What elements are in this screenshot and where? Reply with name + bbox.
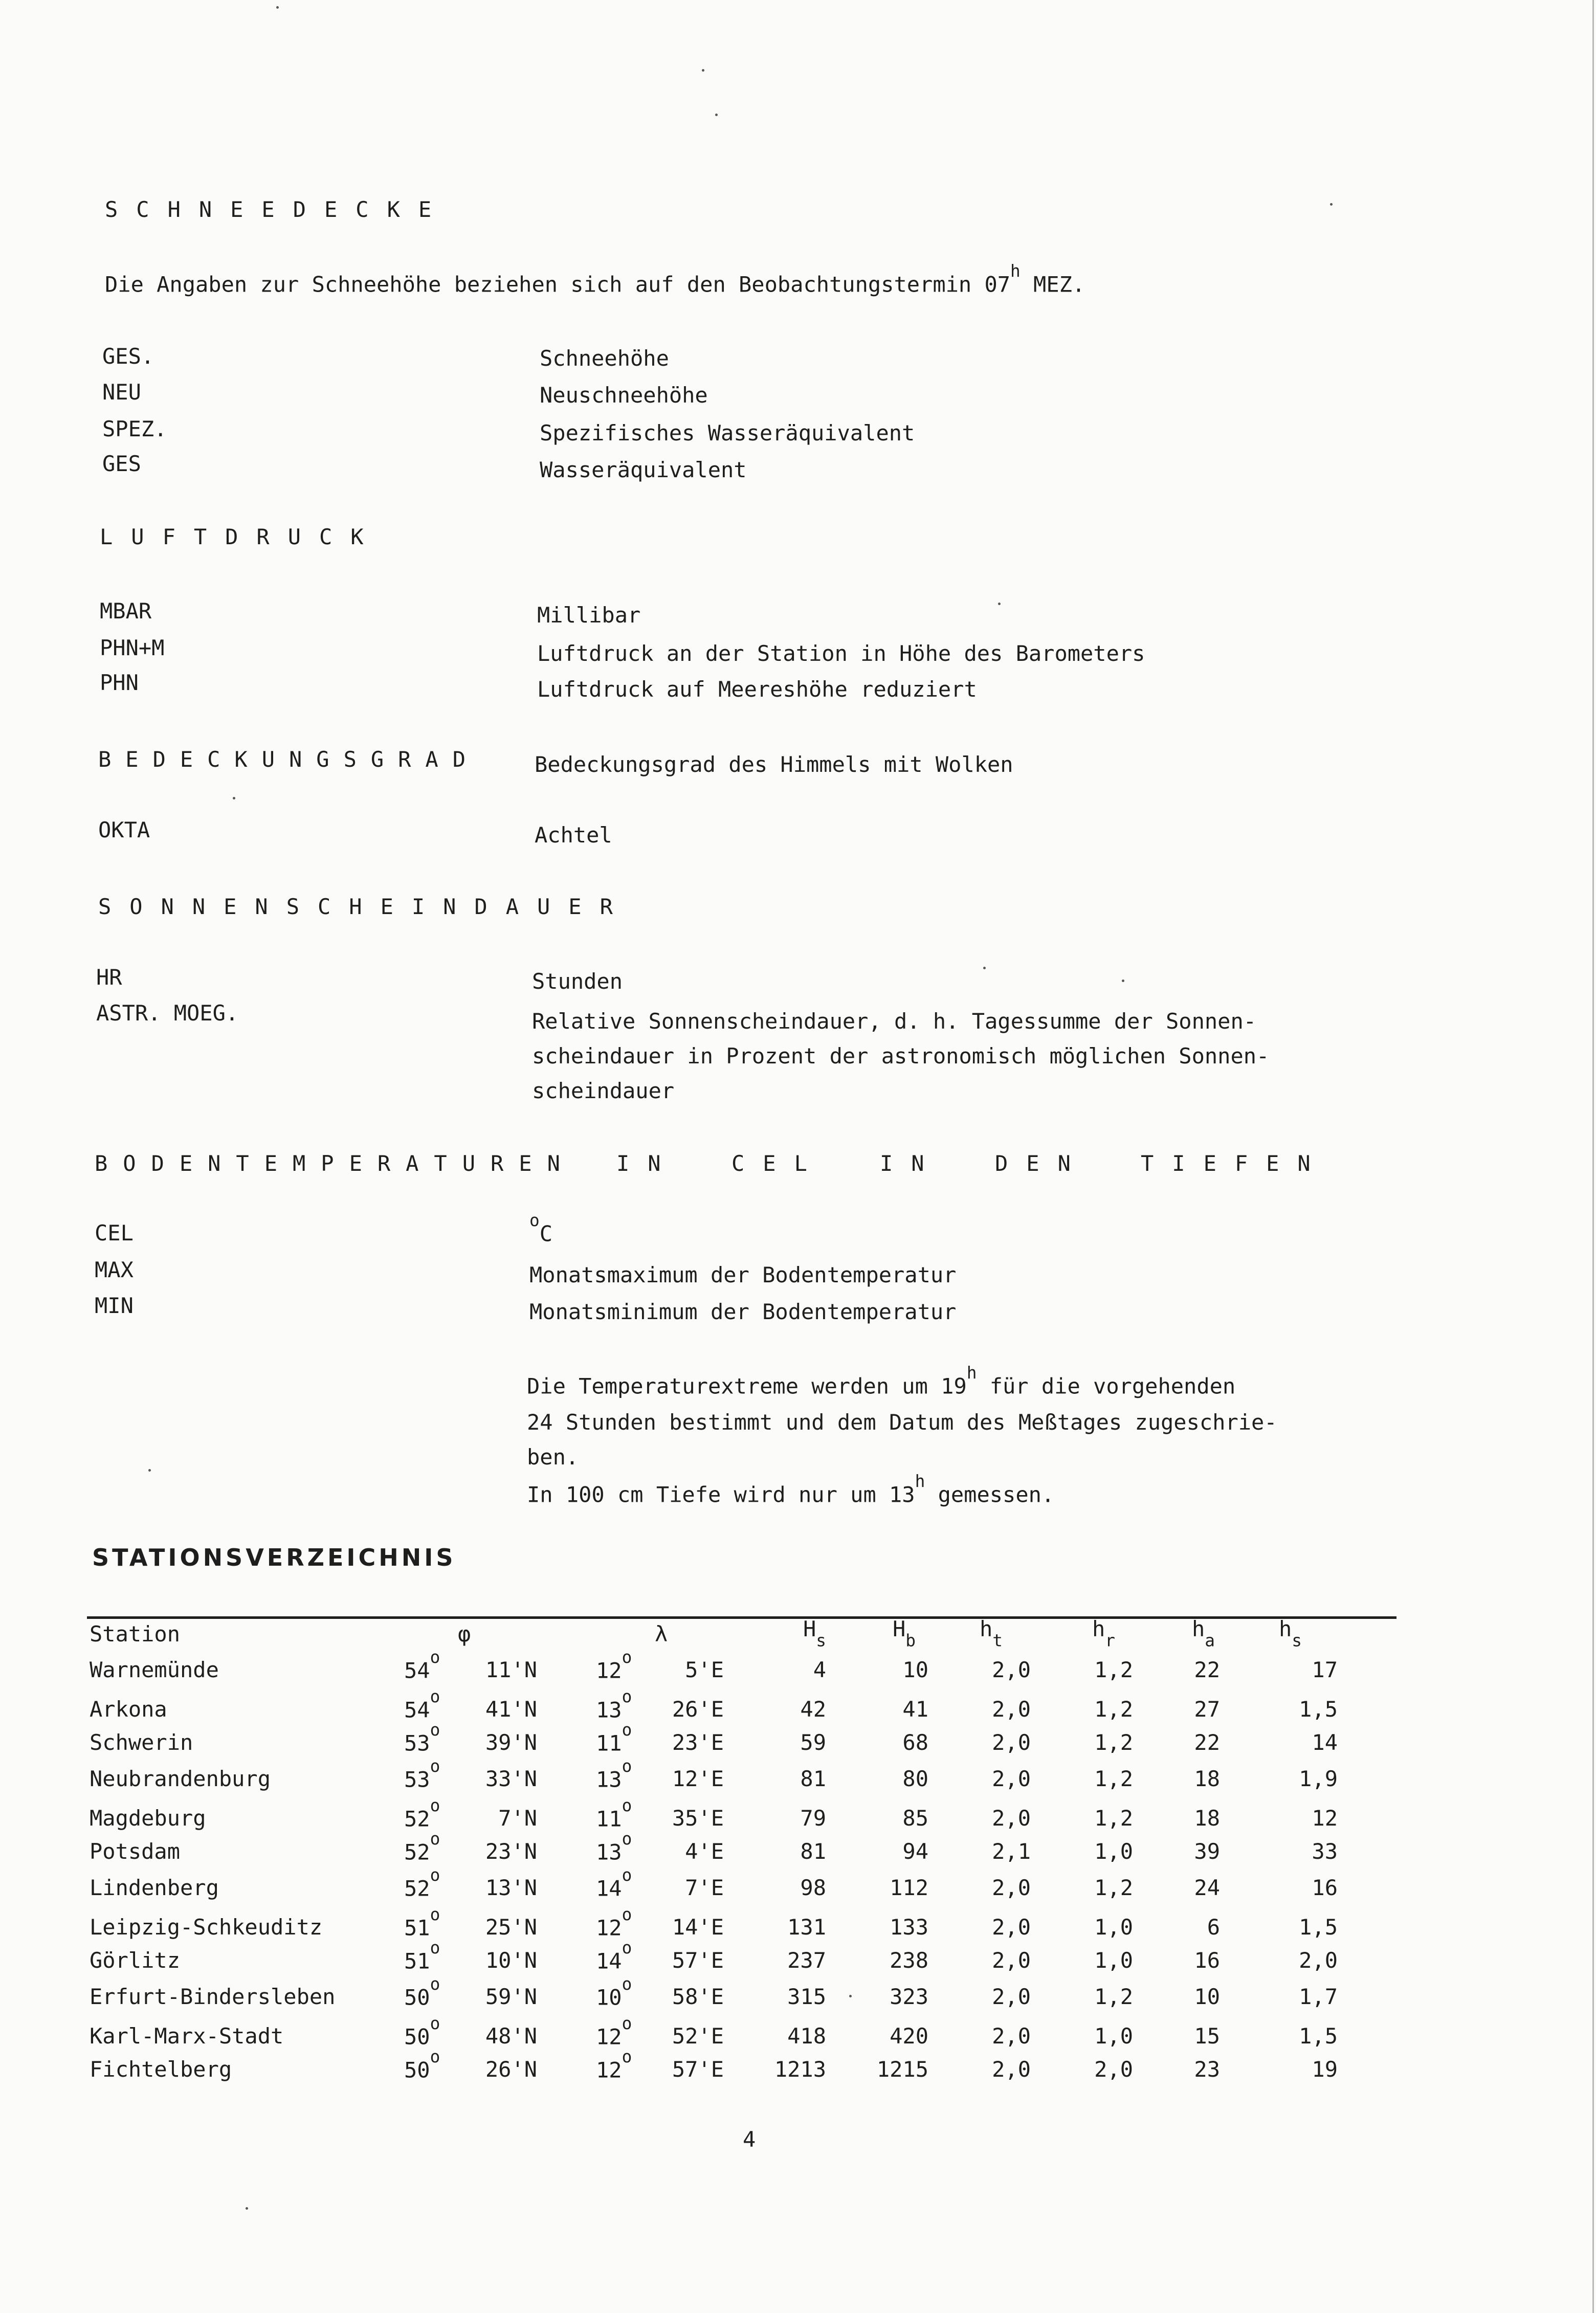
- degree-sign: o: [622, 1648, 632, 1667]
- col-header-station: Station: [90, 1621, 181, 1647]
- cell-hs: 17: [1312, 1657, 1338, 1682]
- cell-ha: 27: [1194, 1697, 1220, 1722]
- snow-desc-spez: Spezifisches Wasseräquivalent: [540, 420, 915, 446]
- cell-Hs: 79: [800, 1806, 826, 1831]
- lon-deg: 12$^o$: [596, 1648, 632, 1683]
- cell-Hs: 418: [787, 2023, 826, 2049]
- lon-min: 7'E: [685, 1875, 724, 1900]
- degree-sign: o: [430, 1720, 440, 1740]
- station-name: Leipzig-Schkeuditz: [90, 1915, 323, 1940]
- sunshine-desc-line-2: scheindauer in Prozent der astronomisch möglichen Sonnen-: [532, 1043, 1270, 1069]
- sunshine-abbr-hr: HR: [96, 965, 122, 990]
- pressure-desc-phnm: Luftdruck an der Station in Höhe des Barometers: [537, 641, 1145, 666]
- cell-ha: 24: [1194, 1875, 1220, 1900]
- degree-sign: o: [430, 2014, 440, 2033]
- soil-note-line-2: 24 Stunden bestimmt und dem Datum des Meßtages zugeschrie-: [527, 1410, 1277, 1435]
- lon-min: 23'E: [672, 1730, 724, 1755]
- cell-hs: 1,5: [1299, 2023, 1338, 2049]
- lon-deg: 12$^o$: [596, 1905, 632, 1941]
- cell-hr: 1,2: [1094, 1730, 1133, 1755]
- station-name: Lindenberg: [90, 1875, 219, 1900]
- degree-sign: o: [430, 1687, 440, 1706]
- lat-deg: 52$^o$: [404, 1865, 440, 1901]
- lon-min: 26'E: [672, 1697, 724, 1722]
- cell-ht: 2,0: [992, 1948, 1031, 1973]
- snow-abbr-ges: GES: [102, 451, 141, 476]
- lat-min: 25'N: [485, 1915, 537, 1940]
- soil-abbr-max: MAX: [95, 1257, 134, 1282]
- lon-min: 57'E: [672, 1948, 724, 1973]
- scan-speck: [1122, 980, 1124, 982]
- cell-hr: 1,2: [1094, 1657, 1133, 1682]
- lat-deg: 50$^o$: [404, 2047, 440, 2083]
- station-name: Magdeburg: [90, 1806, 206, 1831]
- cell-Hb: 94: [902, 1839, 928, 1864]
- station-name: Potsdam: [90, 1839, 181, 1864]
- lat-deg: 52$^o$: [404, 1796, 440, 1832]
- station-name: Görlitz: [90, 1948, 181, 1973]
- lat-min: 23'N: [485, 1839, 537, 1864]
- lon-deg: 13$^o$: [596, 1756, 632, 1792]
- scan-speck: [276, 6, 279, 9]
- cell-ht: 2,0: [992, 2057, 1031, 2082]
- pressure-abbr-phnm: PHN+M: [100, 635, 165, 660]
- cell-ht: 2,0: [992, 1766, 1031, 1791]
- snow-abbr-spez: SPEZ.: [102, 416, 167, 441]
- cell-ha: 18: [1194, 1806, 1220, 1831]
- col-header-Hb: $H_b$: [893, 1616, 916, 1651]
- cell-Hb: 80: [902, 1766, 928, 1791]
- lon-deg: 12$^o$: [596, 2014, 632, 2050]
- cell-Hb: 68: [902, 1730, 928, 1755]
- cell-ht: 2,0: [992, 2023, 1031, 2049]
- cell-ht: 2,0: [992, 1657, 1031, 1682]
- snow-abbr-ges-dot: GES.: [102, 344, 154, 369]
- soil-heading-word-6: TIEFEN: [1141, 1151, 1329, 1176]
- degree-sign: o: [622, 1687, 632, 1706]
- pressure-desc-phn: Luftdruck auf Meereshöhe reduziert: [537, 677, 977, 702]
- col-header-lambda: λ: [655, 1621, 668, 1647]
- cell-ht: 2,0: [992, 1915, 1031, 1940]
- snow-desc-ges-dot: Schneehöhe: [540, 346, 669, 371]
- lat-min: 13'N: [485, 1875, 537, 1900]
- snow-abbr-neu: NEU: [102, 380, 141, 405]
- degree-sign: o: [622, 1829, 632, 1849]
- cell-ha: 16: [1194, 1948, 1220, 1973]
- lat-min: 33'N: [485, 1766, 537, 1791]
- cell-ha: 39: [1194, 1839, 1220, 1864]
- cell-hr: 1,2: [1094, 1766, 1133, 1791]
- cell-hs: 33: [1312, 1839, 1338, 1864]
- cell-hs: 16: [1312, 1875, 1338, 1900]
- degree-sign: o: [622, 1905, 632, 1924]
- soil-desc-max: Monatsmaximum der Bodentemperatur: [529, 1262, 957, 1287]
- station-name: Neubrandenburg: [90, 1766, 271, 1791]
- cell-hs: 1,5: [1299, 1697, 1338, 1722]
- soil-note-line-3: ben.: [527, 1444, 579, 1470]
- pressure-desc-mbar: Millibar: [537, 603, 641, 628]
- cell-Hs: 131: [787, 1915, 826, 1940]
- lat-min: 10'N: [485, 1948, 537, 1973]
- cell-hs: 1,9: [1299, 1766, 1338, 1791]
- cell-Hb: 133: [890, 1915, 928, 1940]
- cell-hs: 1,7: [1299, 1984, 1338, 2009]
- snow-desc-neu: Neuschneehöhe: [540, 383, 708, 408]
- cell-ht: 2,1: [992, 1839, 1031, 1864]
- cell-Hs: 81: [800, 1766, 826, 1791]
- lat-deg: 51$^o$: [404, 1938, 440, 1974]
- scan-speck: [233, 797, 235, 799]
- sunshine-desc-line-3: scheindauer: [532, 1078, 675, 1103]
- degree-sign: o: [622, 1938, 632, 1958]
- lon-deg: 13$^o$: [596, 1687, 632, 1723]
- lat-deg: 54$^o$: [404, 1687, 440, 1723]
- scan-speck: [849, 1995, 852, 1997]
- degree-sign: o: [430, 1974, 440, 1994]
- scan-speck: [983, 967, 986, 969]
- degree-sign: o: [622, 1974, 632, 1994]
- degree-sign: o: [430, 1829, 440, 1849]
- pressure-abbr-phn: PHN: [100, 670, 139, 695]
- lat-min: 7'N: [498, 1806, 537, 1831]
- degree-sign: o: [430, 1938, 440, 1958]
- lon-min: 58'E: [672, 1984, 724, 2009]
- lon-min: 12'E: [672, 1766, 724, 1791]
- cell-hs: 12: [1312, 1806, 1338, 1831]
- cell-hr: 1,2: [1094, 1806, 1133, 1831]
- degree-sign: o: [430, 1796, 440, 1815]
- degree-sign: o: [430, 1865, 440, 1885]
- station-name: Warnemünde: [90, 1657, 219, 1682]
- lat-deg: 52$^o$: [404, 1829, 440, 1865]
- cell-Hs: 1213: [774, 2057, 826, 2082]
- cloud-abbr-okta: OKTA: [98, 817, 150, 842]
- cell-Hb: 323: [890, 1984, 928, 2009]
- lon-min: 57'E: [672, 2057, 724, 2082]
- cell-ha: 22: [1194, 1730, 1220, 1755]
- cell-hs: 14: [1312, 1730, 1338, 1755]
- lat-min: 48'N: [485, 2023, 537, 2049]
- soil-heading-word-3: CEL: [731, 1151, 826, 1176]
- lat-min: 26'N: [485, 2057, 537, 2082]
- lat-deg: 50$^o$: [404, 1974, 440, 2010]
- section-heading-pressure: LUFTDRUCK: [100, 524, 382, 549]
- snow-intro: Die Angaben zur Schneehöhe beziehen sich auf den Beobachtungstermin 07$^h$ MEZ.: [105, 261, 1085, 297]
- lon-min: 4'E: [685, 1839, 724, 1864]
- sunshine-desc-line-1: Relative Sonnenscheindauer, d. h. Tagessumme der Sonnen-: [532, 1009, 1257, 1034]
- cell-Hb: 85: [902, 1806, 928, 1831]
- degree-sign: o: [430, 1648, 440, 1667]
- cell-Hs: 42: [800, 1697, 826, 1722]
- station-name: Erfurt-Bindersleben: [90, 1984, 336, 2009]
- cell-ha: 10: [1194, 1984, 1220, 2009]
- degree-sign: o: [622, 1796, 632, 1815]
- station-name: Arkona: [90, 1697, 167, 1722]
- cell-hr: 1,2: [1094, 1875, 1133, 1900]
- station-name: Karl-Marx-Stadt: [90, 2023, 284, 2049]
- lon-deg: 11$^o$: [596, 1796, 632, 1832]
- degree-sign: o: [430, 1905, 440, 1924]
- lon-deg: 13$^o$: [596, 1829, 632, 1865]
- cell-hs: 1,5: [1299, 1915, 1338, 1940]
- scan-speck: [148, 1469, 151, 1472]
- soil-desc-cel: $^o$C: [529, 1211, 553, 1247]
- lat-min: 59'N: [485, 1984, 537, 2009]
- soil-desc-min: Monatsminimum der Bodentemperatur: [529, 1299, 957, 1324]
- section-heading-sunshine: SONNENSCHEINDAUER: [98, 894, 631, 919]
- degree-sign: o: [622, 2047, 632, 2066]
- lat-min: 39'N: [485, 1730, 537, 1755]
- cell-ht: 2,0: [992, 1875, 1031, 1900]
- station-name: Fichtelberg: [90, 2057, 232, 2082]
- lon-deg: 14$^o$: [596, 1938, 632, 1974]
- degree-sign: o: [430, 2047, 440, 2066]
- col-header-ht: $h_t$: [980, 1616, 1003, 1651]
- lon-min: 52'E: [672, 2023, 724, 2049]
- cell-ht: 2,0: [992, 1730, 1031, 1755]
- cell-hr: 1,0: [1094, 1839, 1133, 1864]
- soil-heading-word-2: IN: [616, 1151, 679, 1176]
- cell-ha: 22: [1194, 1657, 1220, 1682]
- scan-speck: [1330, 203, 1333, 206]
- section-heading-stations: STATIONSVERZEICHNIS: [92, 1544, 456, 1571]
- lat-deg: 50$^o$: [404, 2014, 440, 2050]
- cell-ht: 2,0: [992, 1697, 1031, 1722]
- col-header-Hs: $H_s$: [803, 1616, 827, 1651]
- cell-Hs: 98: [800, 1875, 826, 1900]
- cell-Hb: 238: [890, 1948, 928, 1973]
- degree-sign: o: [622, 1756, 632, 1776]
- lat-min: 41'N: [485, 1697, 537, 1722]
- degree-sign: o: [622, 1720, 632, 1740]
- soil-abbr-min: MIN: [95, 1293, 134, 1318]
- page-edge-shadow: [1592, 0, 1594, 2313]
- cell-hr: 1,0: [1094, 1948, 1133, 1973]
- cell-Hs: 237: [787, 1948, 826, 1973]
- lat-deg: 51$^o$: [404, 1905, 440, 1941]
- lat-min: 11'N: [485, 1657, 537, 1682]
- section-heading-cloud: BEDECKUNGSGRAD: [98, 747, 480, 772]
- sunshine-desc-hr: Stunden: [532, 969, 623, 994]
- cell-Hs: 4: [813, 1657, 826, 1682]
- snow-desc-ges: Wasseräquivalent: [540, 457, 747, 482]
- pressure-abbr-mbar: MBAR: [100, 598, 152, 624]
- lon-deg: 12$^o$: [596, 2047, 632, 2083]
- cell-Hb: 10: [902, 1657, 928, 1682]
- scan-speck: [998, 603, 1001, 605]
- col-header-hr: $h_r$: [1092, 1616, 1116, 1651]
- col-header-hs: $h_s$: [1279, 1616, 1302, 1651]
- section-heading-soil: [95, 1151, 575, 1176]
- lon-min: 35'E: [672, 1806, 724, 1831]
- cell-ht: 2,0: [992, 1806, 1031, 1831]
- scan-speck: [715, 114, 718, 116]
- soil-heading-word-5: DEN: [995, 1151, 1089, 1176]
- cloud-desc-okta: Achtel: [535, 822, 612, 848]
- lon-min: 5'E: [685, 1657, 724, 1682]
- cell-Hb: 41: [902, 1697, 928, 1722]
- section-heading-snow: SCHNEEDECKE: [105, 197, 450, 222]
- soil-heading-word-1: BODENTEMPERATUREN: [95, 1151, 575, 1176]
- cloud-desc: Bedeckungsgrad des Himmels mit Wolken: [535, 752, 1013, 777]
- scan-speck: [702, 69, 704, 72]
- cell-hs: 19: [1312, 2057, 1338, 2082]
- cell-hr: 2,0: [1094, 2057, 1133, 2082]
- lon-min: 14'E: [672, 1915, 724, 1940]
- station-name: Schwerin: [90, 1730, 193, 1755]
- lon-deg: 11$^o$: [596, 1720, 632, 1756]
- degree-sign: o: [622, 1865, 632, 1885]
- cell-hr: 1,2: [1094, 1984, 1133, 2009]
- sunshine-abbr-astr: ASTR. MOEG.: [96, 1000, 239, 1026]
- lat-deg: 53$^o$: [404, 1756, 440, 1792]
- lon-deg: 14$^o$: [596, 1865, 632, 1901]
- cell-ha: 18: [1194, 1766, 1220, 1791]
- cell-hr: 1,0: [1094, 1915, 1133, 1940]
- cell-ha: 23: [1194, 2057, 1220, 2082]
- cell-Hb: 112: [890, 1875, 928, 1900]
- page-number: 4: [743, 2127, 756, 2152]
- cell-Hs: 315: [787, 1984, 826, 2009]
- cell-Hb: 420: [890, 2023, 928, 2049]
- degree-sign: o: [622, 2014, 632, 2033]
- cell-Hs: 59: [800, 1730, 826, 1755]
- cell-Hs: 81: [800, 1839, 826, 1864]
- soil-note-line-1: Die Temperaturextreme werden um 19$^h$ für die vorgehenden: [527, 1363, 1236, 1399]
- cell-hs: 2,0: [1299, 1948, 1338, 1973]
- cell-ha: 15: [1194, 2023, 1220, 2049]
- lon-deg: 10$^o$: [596, 1974, 632, 2010]
- lat-deg: 53$^o$: [404, 1720, 440, 1756]
- degree-sign: o: [430, 1756, 440, 1776]
- lat-deg: 54$^o$: [404, 1648, 440, 1683]
- soil-heading-word-4: IN: [880, 1151, 943, 1176]
- scan-speck: [246, 2207, 248, 2210]
- soil-note-line-4: In 100 cm Tiefe wird nur um 13$^h$ gemessen.: [527, 1472, 1055, 1507]
- col-header-ha: $h_a$: [1192, 1616, 1215, 1651]
- cell-ha: 6: [1207, 1915, 1220, 1940]
- cell-Hb: 1215: [876, 2057, 928, 2082]
- cell-hr: 1,2: [1094, 1697, 1133, 1722]
- cell-ht: 2,0: [992, 1984, 1031, 2009]
- col-header-phi: φ: [458, 1621, 471, 1647]
- soil-abbr-cel: CEL: [95, 1220, 134, 1246]
- cell-hr: 1,0: [1094, 2023, 1133, 2049]
